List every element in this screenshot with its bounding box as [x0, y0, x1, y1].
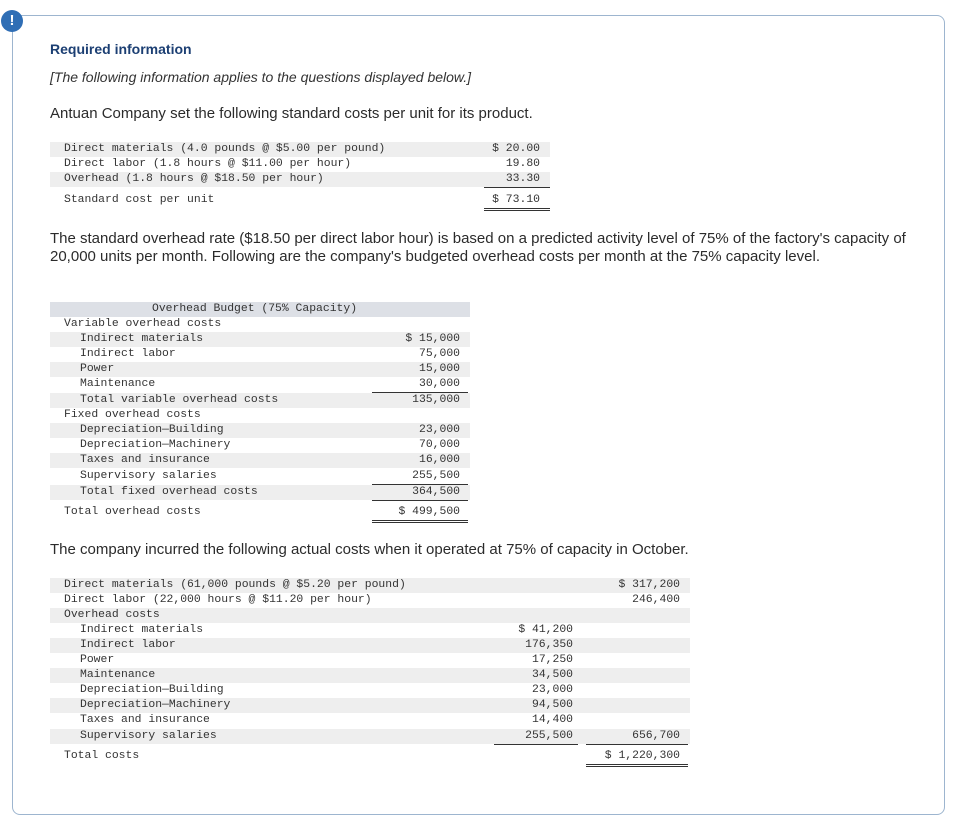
row-value: $ 15,000: [405, 333, 460, 345]
row-value: 16,000: [418, 454, 460, 466]
row-value: 255,500: [525, 730, 573, 742]
total-variable-value: 135,000: [412, 394, 460, 406]
row-value: 23,000: [531, 684, 573, 696]
double-underline: [372, 520, 468, 523]
row-label: Depreciation—Building: [80, 684, 224, 696]
row-label: Power: [80, 654, 115, 666]
row-label: Power: [80, 363, 115, 375]
row-value: 15,000: [418, 363, 460, 375]
row-value: $ 20.00: [492, 143, 540, 155]
total-fixed-value: 364,500: [412, 486, 460, 498]
total-fixed-label: Total fixed overhead costs: [80, 486, 258, 498]
row-label: Indirect materials: [80, 624, 204, 636]
row-label: Maintenance: [80, 669, 156, 681]
variable-header: Variable overhead costs: [64, 318, 222, 330]
overhead-total-value: 656,700: [632, 730, 680, 742]
overhead-header: Overhead costs: [64, 609, 160, 621]
row-value: 246,400: [632, 594, 680, 606]
total-overhead-label: Total overhead costs: [64, 506, 201, 518]
total-value: $ 73.10: [492, 194, 540, 206]
row-value: 30,000: [418, 378, 460, 390]
row-value: 23,000: [418, 424, 460, 436]
row-value: 14,400: [531, 714, 573, 726]
row-label: Direct materials (61,000 pounds @ $5.20 per pound): [64, 579, 406, 591]
paragraph-overhead-rate: The standard overhead rate ($18.50 per direct labor hour) is based on a predicted activity level of 75% of the factory's capacity of 20,000 units per month. Following are the company's budgeted overhead costs per month at the 75% capacity level.: [50, 230, 906, 265]
row-value: 19.80: [505, 158, 540, 170]
total-variable-label: Total variable overhead costs: [80, 394, 279, 406]
table-caption: Overhead Budget (75% Capacity): [152, 303, 358, 315]
row-value: 94,500: [531, 699, 573, 711]
row-value: 75,000: [418, 348, 460, 360]
underline: [494, 744, 578, 745]
underline: [586, 744, 688, 745]
row-label: Depreciation—Building: [80, 424, 224, 436]
row-label: Depreciation—Machinery: [80, 439, 231, 451]
row-label: Supervisory salaries: [80, 730, 217, 742]
row-label: Indirect labor: [80, 639, 176, 651]
row-value: 176,350: [525, 639, 573, 651]
row-value: 70,000: [418, 439, 460, 451]
row-label: Overhead (1.8 hours @ $18.50 per hour): [64, 173, 324, 185]
row-label: Direct labor (1.8 hours @ $11.00 per hour): [64, 158, 352, 170]
underline: [372, 500, 468, 501]
row-value: $ 317,200: [618, 579, 680, 591]
row-value: 255,500: [412, 470, 460, 482]
total-costs-value: $ 1,220,300: [604, 750, 680, 762]
total-label: Standard cost per unit: [64, 194, 215, 206]
row-value: 33.30: [505, 173, 540, 185]
row-label: Maintenance: [80, 378, 156, 390]
row-label: Taxes and insurance: [80, 454, 210, 466]
paragraph-standard-costs: Antuan Company set the following standard costs per unit for its product.: [50, 105, 533, 122]
row-label: Indirect materials: [80, 333, 204, 345]
paragraph-actual-costs: The company incurred the following actual costs when it operated at 75% of capacity in October.: [50, 541, 689, 558]
double-underline: [484, 208, 550, 211]
row-label: Direct labor (22,000 hours @ $11.20 per hour): [64, 594, 372, 606]
double-underline: [586, 764, 688, 767]
row-value: 34,500: [531, 669, 573, 681]
total-costs-label: Total costs: [64, 750, 140, 762]
row-label: Taxes and insurance: [80, 714, 210, 726]
fixed-header: Fixed overhead costs: [64, 409, 201, 421]
total-overhead-value: $ 499,500: [398, 506, 460, 518]
row-value: $ 41,200: [518, 624, 573, 636]
row-value: 17,250: [531, 654, 573, 666]
row-label: Indirect labor: [80, 348, 176, 360]
row-label: Depreciation—Machinery: [80, 699, 231, 711]
row-label: Direct materials (4.0 pounds @ $5.00 per pound): [64, 143, 386, 155]
alert-icon: !: [1, 10, 23, 32]
intro-note: [The following information applies to the questions displayed below.]: [50, 69, 472, 85]
required-information-heading: Required information: [50, 41, 192, 57]
underline: [484, 187, 550, 188]
row-label: Supervisory salaries: [80, 470, 217, 482]
